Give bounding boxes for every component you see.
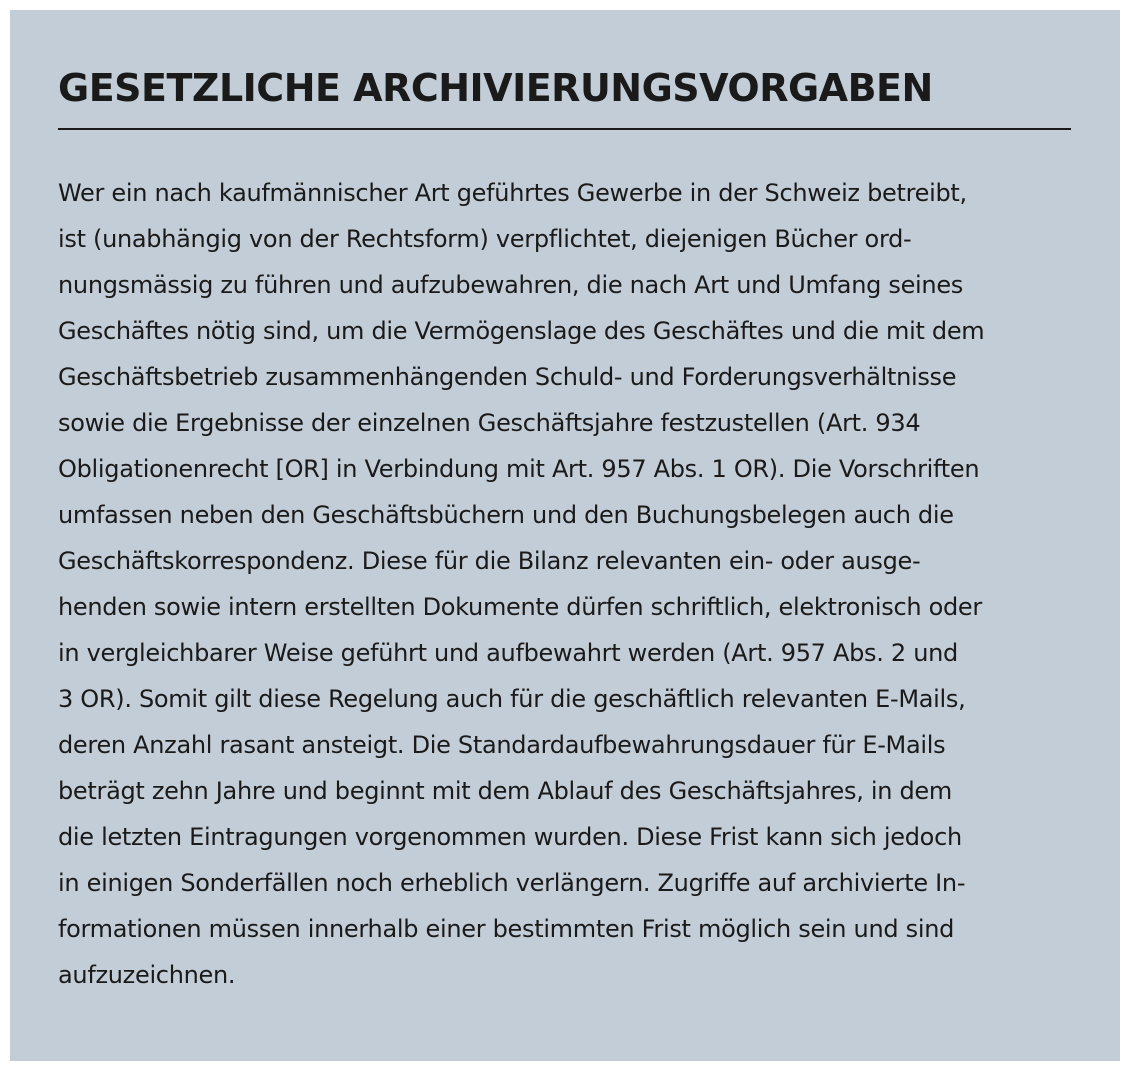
title-divider	[58, 128, 1071, 130]
body-paragraph	[58, 170, 1088, 998]
text-line: umfassen neben den Geschäftsbüchern und den Buchungsbelegen auch die	[58, 501, 954, 529]
text-line: nungsmässig zu führen und aufzubewahren, die nach Art und Umfang seines	[58, 271, 963, 299]
text-line: in vergleichbarer Weise geführt und aufbewahrt werden (Art. 957 Abs. 2 und	[58, 639, 958, 667]
text-line: Wer ein nach kaufmännischer Art geführtes Gewerbe in der Schweiz betreibt,	[58, 179, 967, 207]
text-line: Geschäftsbetrieb zusammenhängenden Schuld- und Forderungsverhältnisse	[58, 363, 957, 391]
text-line: in einigen Sonderfällen noch erheblich verlängern. Zugriffe auf archivierte In-	[58, 869, 966, 897]
text-line: Geschäftskorrespondenz. Diese für die Bilanz relevanten ein- oder ausge-	[58, 547, 921, 575]
text-line: ist (unabhängig von der Rechtsform) verpflichtet, diejenigen Bücher ord-	[58, 225, 912, 253]
text-line: Geschäftes nötig sind, um die Vermögenslage des Geschäftes und die mit dem	[58, 317, 985, 345]
text-line: deren Anzahl rasant ansteigt. Die Standardaufbewahrungsdauer für E-Mails	[58, 731, 946, 759]
text-line: aufzuzeichnen.	[58, 961, 236, 989]
box-title: GESETZLICHE ARCHIVIERUNGSVORGABEN	[58, 66, 933, 110]
text-line: beträgt zehn Jahre und beginnt mit dem Ablauf des Geschäftsjahres, in dem	[58, 777, 952, 805]
info-box	[10, 10, 1120, 1061]
text-line: henden sowie intern erstellten Dokumente dürfen schriftlich, elektronisch oder	[58, 593, 982, 621]
text-line: 3 OR). Somit gilt diese Regelung auch für die geschäftlich relevanten E-Mails,	[58, 685, 966, 713]
text-line: formationen müssen innerhalb einer bestimmten Frist möglich sein und sind	[58, 915, 955, 943]
text-line: Obligationenrecht [OR] in Verbindung mit Art. 957 Abs. 1 OR). Die Vorschriften	[58, 455, 980, 483]
text-line: die letzten Eintragungen vorgenommen wurden. Diese Frist kann sich jedoch	[58, 823, 962, 851]
text-line: sowie die Ergebnisse der einzelnen Geschäftsjahre festzustellen (Art. 934	[58, 409, 921, 437]
